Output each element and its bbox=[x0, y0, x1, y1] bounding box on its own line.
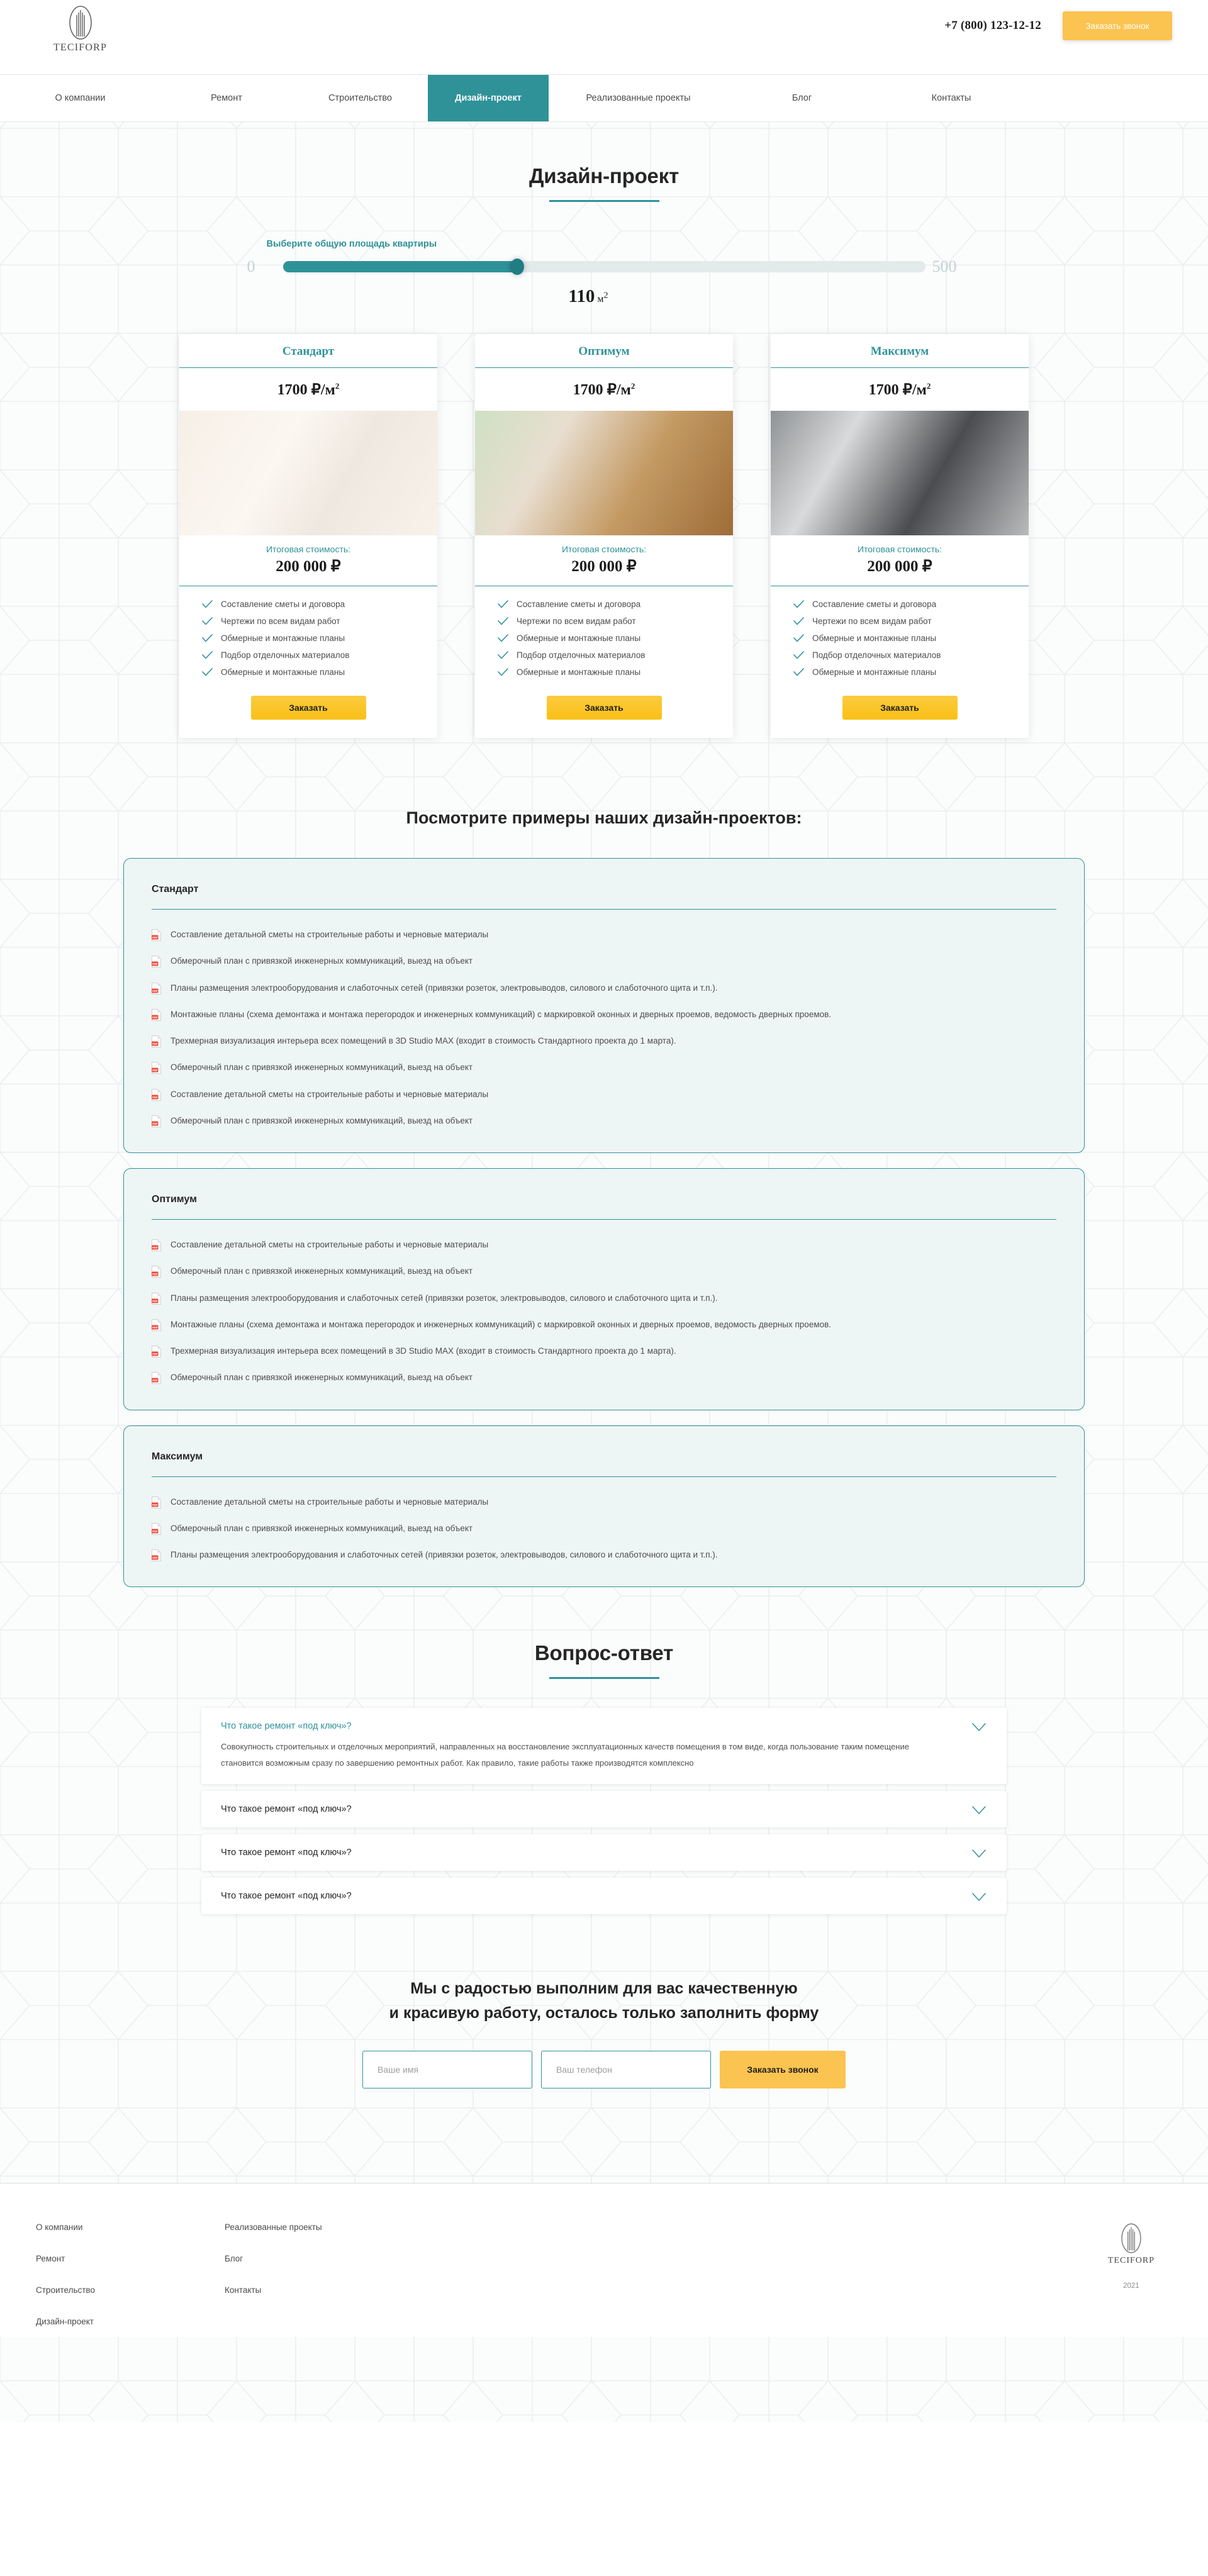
footer-brand bbox=[1108, 2222, 1172, 2337]
svg-text:PDF: PDF bbox=[152, 1325, 158, 1329]
example-item-label: Планы размещения электрооборудования и слаботочных сетей (привязки розеток, электровыводов, силового и слаботочного щита и т.п.). bbox=[171, 1550, 718, 1559]
chevron-down-icon[interactable] bbox=[972, 1723, 986, 1731]
card-rate-sup: 2 bbox=[630, 381, 635, 391]
check-icon bbox=[202, 668, 213, 676]
faq-answer: Совокупность строительных и отделочных мероприятий, направленных на восстановление эксплуатационных качеств помещения в том виде, когда пользование таким помещение становится возможным сразу по завершению ремонтных работ. Как правило, такие работы также производятся комплексно bbox=[221, 1742, 909, 1768]
nav-item-6[interactable]: Контакты bbox=[931, 93, 971, 103]
feature-label: Обмерные и монтажные планы bbox=[221, 667, 345, 677]
feature-label: Составление сметы и договора bbox=[812, 599, 937, 609]
example-item[interactable] bbox=[152, 1371, 1056, 1384]
feature-row bbox=[793, 667, 1029, 677]
feature-label: Обмерные и монтажные планы bbox=[221, 633, 345, 643]
feature-row bbox=[498, 667, 733, 677]
example-item-label: Составление детальной сметы на строительные работы и черновые материалы bbox=[171, 1497, 489, 1507]
pdf-file-icon bbox=[152, 1319, 161, 1331]
cta-section bbox=[0, 1921, 1208, 2089]
cta-title bbox=[0, 1977, 1208, 2026]
cta-title-line2: и красивую работу, осталось только заполнить форму bbox=[389, 2004, 819, 2022]
feature-row bbox=[498, 633, 733, 643]
check-icon bbox=[202, 634, 213, 642]
card-feature-list bbox=[771, 586, 1029, 677]
example-item-label: Обмерочный план с привязкой инженерных коммуникаций, выезд на объект bbox=[171, 1115, 473, 1125]
feature-row bbox=[498, 616, 733, 626]
example-item[interactable] bbox=[152, 1549, 1056, 1561]
pdf-file-icon bbox=[152, 956, 161, 967]
feature-label: Составление сметы и договора bbox=[517, 599, 641, 609]
footer-link[interactable]: Ремонт bbox=[36, 2254, 65, 2264]
footer-logo-wordmark: TECIFORP bbox=[1107, 2256, 1155, 2266]
card-rate-text: 1700 ₽/м bbox=[573, 382, 631, 398]
feature-row bbox=[498, 650, 733, 660]
nav-item-4[interactable]: Реализованные проекты bbox=[586, 93, 691, 103]
example-item[interactable] bbox=[152, 1319, 1056, 1331]
svg-text:PDF: PDF bbox=[152, 1122, 158, 1125]
svg-text:PDF: PDF bbox=[152, 1015, 158, 1019]
feature-row bbox=[498, 599, 733, 609]
card-total-value: 200 000 ₽ bbox=[571, 558, 637, 575]
slider-handle[interactable] bbox=[510, 259, 524, 275]
example-block-divider bbox=[152, 909, 1056, 910]
faq-question-row[interactable] bbox=[221, 1721, 986, 1731]
pdf-file-icon bbox=[152, 1372, 161, 1384]
example-item-label: Составление детальной сметы на строительные работы и черновые материалы bbox=[171, 930, 489, 939]
example-item-label: Составление детальной сметы на строительные работы и черновые материалы bbox=[171, 1089, 489, 1099]
feature-label: Обмерные и монтажные планы bbox=[517, 667, 641, 677]
card-total-label: Итоговая стоимость: bbox=[561, 544, 647, 554]
faq-title-text: Вопрос-ответ bbox=[534, 1641, 674, 1665]
example-item[interactable] bbox=[152, 1008, 1056, 1021]
footer-link[interactable]: Контакты bbox=[225, 2285, 262, 2295]
check-icon bbox=[793, 651, 804, 659]
example-item[interactable] bbox=[152, 1239, 1056, 1251]
faq-question-row[interactable] bbox=[221, 1848, 986, 1858]
header-contact-area bbox=[944, 0, 1208, 40]
pdf-file-icon bbox=[152, 983, 161, 995]
feature-label: Чертежи по всем видам работ bbox=[517, 616, 636, 626]
feature-label: Составление сметы и договора bbox=[221, 599, 345, 609]
example-item-label: Трехмерная визуализация интерьера всех помещений в 3D Studio MAX (входит в стоимость Стандартного проекта до 1 марта). bbox=[171, 1346, 676, 1356]
example-item[interactable] bbox=[152, 1265, 1056, 1278]
building-logo-icon bbox=[1117, 2222, 1145, 2255]
card-order-button[interactable]: Заказать bbox=[842, 696, 958, 720]
example-item[interactable] bbox=[152, 1115, 1056, 1127]
card-total bbox=[475, 535, 733, 586]
check-icon bbox=[793, 600, 804, 608]
example-item[interactable] bbox=[152, 982, 1056, 995]
footer-year: 2021 bbox=[1123, 2282, 1139, 2290]
nav-item-1[interactable]: Ремонт bbox=[211, 93, 242, 103]
faq-item[interactable] bbox=[201, 1878, 1007, 1914]
example-block bbox=[123, 1425, 1085, 1588]
faq-title bbox=[0, 1641, 1208, 1679]
feature-label: Обмерные и монтажные планы bbox=[812, 667, 937, 677]
feature-row bbox=[793, 650, 1029, 660]
example-item[interactable] bbox=[152, 1496, 1056, 1508]
example-block-divider bbox=[152, 1219, 1056, 1220]
footer-link[interactable]: О компании bbox=[36, 2222, 83, 2233]
svg-text:PDF: PDF bbox=[152, 1042, 158, 1045]
faq-question: Что такое ремонт «под ключ»? bbox=[221, 1890, 352, 1901]
logo-wordmark: TECIFORP bbox=[53, 42, 108, 53]
faq-title-underline bbox=[549, 1677, 659, 1679]
pdf-file-icon bbox=[152, 929, 161, 941]
example-item[interactable] bbox=[152, 1345, 1056, 1358]
card-rate-sup: 2 bbox=[926, 381, 931, 391]
footer-link[interactable]: Строительство bbox=[36, 2285, 95, 2295]
example-item[interactable] bbox=[152, 928, 1056, 941]
faq-question: Что такое ремонт «под ключ»? bbox=[221, 1721, 352, 1732]
example-item-label: Трехмерная визуализация интерьера всех помещений в 3D Studio MAX (входит в стоимость Стандартного проекта до 1 марта). bbox=[171, 1036, 676, 1045]
check-icon bbox=[202, 651, 213, 659]
feature-label: Обмерные и монтажные планы bbox=[812, 633, 937, 643]
faq-question-row[interactable] bbox=[221, 1891, 986, 1901]
pdf-file-icon bbox=[152, 1293, 161, 1305]
footer-column-1 bbox=[36, 2222, 225, 2337]
site-footer bbox=[0, 2183, 1208, 2337]
slider-value-display bbox=[216, 286, 961, 307]
example-block-title: Оптимум bbox=[152, 1194, 197, 1205]
pdf-file-icon bbox=[152, 1346, 161, 1358]
check-icon bbox=[498, 617, 508, 625]
example-item-label: Монтажные планы (схема демонтажа и монтажа перегородок и инженерных коммуникаций) с маркировкой оконных и дверных проемов, ведомость дверных проемов. bbox=[171, 1009, 832, 1019]
feature-row bbox=[202, 667, 437, 677]
card-total-label: Итоговая стоимость: bbox=[857, 544, 942, 554]
faq-question: Что такое ремонт «под ключ»? bbox=[221, 1804, 352, 1814]
page-title-text: Дизайн-проект bbox=[528, 164, 679, 187]
pdf-file-icon bbox=[152, 1089, 161, 1101]
faq-question-row[interactable] bbox=[221, 1804, 986, 1814]
example-block-title: Максимум bbox=[152, 1451, 203, 1462]
main-navigation bbox=[0, 74, 1208, 122]
pdf-file-icon bbox=[152, 1523, 161, 1535]
card-interior-photo bbox=[771, 411, 1029, 535]
faq-question: Что такое ремонт «под ключ»? bbox=[221, 1847, 352, 1858]
slider-label: Выберите общую площадь квартиры bbox=[266, 239, 437, 249]
example-item-label: Обмерочный план с привязкой инженерных коммуникаций, выезд на объект bbox=[171, 1373, 473, 1383]
example-item[interactable] bbox=[152, 955, 1056, 967]
example-item-label: Обмерочный план с привязкой инженерных коммуникаций, выезд на объект bbox=[171, 1062, 473, 1073]
footer-link[interactable]: Дизайн-проект bbox=[36, 2317, 94, 2327]
slider-min-label: 0 bbox=[247, 257, 255, 276]
example-item-label: Обмерочный план с привязкой инженерных коммуникаций, выезд на объект bbox=[171, 1523, 473, 1533]
pdf-file-icon bbox=[152, 1239, 161, 1251]
header-logo[interactable] bbox=[0, 0, 126, 53]
nav-item-0[interactable]: О компании bbox=[55, 93, 106, 103]
area-slider[interactable] bbox=[283, 261, 926, 272]
card-rate-text: 1700 ₽/м bbox=[277, 382, 335, 398]
chevron-down-icon[interactable] bbox=[972, 1893, 986, 1901]
card-header bbox=[771, 334, 1029, 368]
svg-text:PDF: PDF bbox=[152, 1069, 158, 1073]
card-order-button[interactable]: Заказать bbox=[251, 696, 366, 720]
card-header bbox=[179, 334, 437, 368]
callback-form bbox=[318, 2051, 890, 2088]
pricing-card[interactable] bbox=[771, 334, 1029, 738]
chevron-down-icon[interactable] bbox=[972, 1806, 986, 1814]
card-rate bbox=[771, 368, 1029, 411]
faq-list bbox=[201, 1708, 1007, 1914]
svg-text:PDF: PDF bbox=[152, 1299, 158, 1303]
order-call-button[interactable]: Заказать звонок bbox=[1063, 11, 1172, 40]
example-item-label: Планы размещения электрооборудования и слаботочных сетей (привязки розеток, электровыводов, силового и слаботочного щита и т.п.). bbox=[171, 983, 718, 993]
examples-section bbox=[0, 738, 1208, 1587]
examples-title: Посмотрите примеры наших дизайн-проектов: bbox=[406, 808, 802, 827]
faq-section bbox=[0, 1587, 1208, 1914]
pdf-file-icon bbox=[152, 1115, 161, 1127]
faq-item[interactable] bbox=[201, 1708, 1007, 1784]
slider-value-unit-sup: 2 bbox=[603, 291, 608, 301]
svg-text:PDF: PDF bbox=[152, 1273, 158, 1276]
faq-item[interactable] bbox=[201, 1791, 1007, 1827]
example-item[interactable] bbox=[152, 1522, 1056, 1535]
card-total bbox=[771, 535, 1029, 586]
card-plan-name: Стандарт bbox=[282, 345, 335, 358]
faq-item[interactable] bbox=[201, 1834, 1007, 1871]
slider-row bbox=[247, 257, 961, 276]
building-logo-icon bbox=[65, 5, 96, 42]
footer-link[interactable]: Реализованные проекты bbox=[225, 2222, 322, 2233]
svg-text:PDF: PDF bbox=[152, 1503, 158, 1507]
feature-label: Подбор отделочных материалов bbox=[221, 650, 350, 660]
card-order-button[interactable]: Заказать bbox=[547, 696, 662, 720]
nav-item-2[interactable]: Строительство bbox=[328, 93, 392, 103]
feature-row bbox=[202, 616, 437, 626]
feature-row bbox=[202, 599, 437, 609]
card-plan-name: Оптимум bbox=[578, 345, 630, 358]
pricing-card[interactable] bbox=[179, 334, 437, 738]
site-header bbox=[0, 0, 1208, 74]
feature-row bbox=[793, 633, 1029, 643]
nav-item-5[interactable]: Блог bbox=[791, 93, 812, 103]
card-total-label: Итоговая стоимость: bbox=[266, 544, 351, 554]
example-item[interactable] bbox=[152, 1035, 1056, 1047]
pricing-card[interactable] bbox=[475, 334, 733, 738]
slider-value-unit: м bbox=[597, 294, 604, 304]
example-item-label: Планы размещения электрооборудования и слаботочных сетей (привязки розеток, электровыводов, силового и слаботочного щита и т.п.). bbox=[171, 1293, 718, 1303]
card-rate-text: 1700 ₽/м bbox=[868, 382, 927, 398]
check-icon bbox=[202, 600, 213, 608]
slider-max-label: 500 bbox=[932, 257, 957, 276]
card-interior-photo bbox=[179, 411, 437, 535]
svg-text:PDF: PDF bbox=[152, 935, 158, 939]
nav-item-3[interactable]: Дизайн-проект bbox=[428, 75, 549, 121]
card-total-value: 200 000 ₽ bbox=[867, 558, 932, 575]
header-phone[interactable]: +7 (800) 123-12-12 bbox=[944, 19, 1041, 32]
feature-row bbox=[202, 633, 437, 643]
check-icon bbox=[498, 668, 508, 676]
pdf-file-icon bbox=[152, 1035, 161, 1047]
check-icon bbox=[793, 634, 804, 642]
check-icon bbox=[498, 600, 508, 608]
examples-blocks bbox=[0, 858, 1208, 1587]
card-rate bbox=[475, 368, 733, 411]
hero-section bbox=[0, 122, 1208, 307]
check-icon bbox=[793, 668, 804, 676]
example-block bbox=[123, 1168, 1085, 1410]
card-interior-photo bbox=[475, 411, 733, 535]
example-block-divider bbox=[152, 1476, 1056, 1477]
card-rate-sup: 2 bbox=[335, 381, 340, 391]
example-item-label: Составление детальной сметы на строительные работы и черновые материалы bbox=[171, 1240, 489, 1249]
svg-text:PDF: PDF bbox=[152, 1246, 158, 1249]
pdf-file-icon bbox=[152, 1549, 161, 1561]
pdf-file-icon bbox=[152, 1009, 161, 1021]
feature-label: Подбор отделочных материалов bbox=[517, 650, 646, 660]
page-title bbox=[0, 164, 1208, 202]
pdf-file-icon bbox=[152, 1062, 161, 1074]
slider-value-number: 110 bbox=[568, 286, 595, 306]
footer-column-2 bbox=[225, 2222, 413, 2337]
pdf-file-icon bbox=[152, 1266, 161, 1278]
card-plan-name: Максимум bbox=[870, 345, 929, 358]
name-input[interactable] bbox=[362, 2051, 532, 2088]
feature-label: Чертежи по всем видам работ bbox=[812, 616, 932, 626]
svg-text:PDF: PDF bbox=[152, 989, 158, 993]
card-feature-list bbox=[179, 586, 437, 677]
pdf-file-icon bbox=[152, 1497, 161, 1508]
svg-text:PDF: PDF bbox=[152, 1379, 158, 1383]
phone-input[interactable] bbox=[541, 2051, 711, 2088]
feature-row bbox=[202, 650, 437, 660]
check-icon bbox=[498, 651, 508, 659]
svg-text:PDF: PDF bbox=[152, 962, 158, 966]
example-item[interactable] bbox=[152, 1088, 1056, 1101]
feature-label: Подбор отделочных материалов bbox=[812, 650, 941, 660]
check-icon bbox=[498, 634, 508, 642]
feature-row bbox=[793, 599, 1029, 609]
check-icon bbox=[202, 617, 213, 625]
card-rate bbox=[179, 368, 437, 411]
slider-fill bbox=[283, 261, 518, 272]
chevron-down-icon[interactable] bbox=[972, 1849, 986, 1858]
svg-text:PDF: PDF bbox=[152, 1556, 158, 1559]
example-block bbox=[123, 858, 1085, 1153]
card-feature-list bbox=[475, 586, 733, 677]
example-item-label: Обмерочный план с привязкой инженерных коммуникаций, выезд на объект bbox=[171, 1266, 473, 1276]
example-item[interactable] bbox=[152, 1292, 1056, 1305]
feature-label: Чертежи по всем видам работ bbox=[221, 616, 340, 626]
svg-text:PDF: PDF bbox=[152, 1529, 158, 1533]
card-total-value: 200 000 ₽ bbox=[276, 558, 341, 575]
svg-text:PDF: PDF bbox=[152, 1095, 158, 1099]
svg-text:PDF: PDF bbox=[152, 1352, 158, 1356]
card-total bbox=[179, 535, 437, 586]
pricing-cards bbox=[179, 334, 1029, 738]
cta-title-line1: Мы с радостью выполним для вас качественную bbox=[410, 1979, 798, 1997]
feature-label: Обмерные и монтажные планы bbox=[517, 633, 641, 643]
card-header bbox=[475, 334, 733, 368]
example-item[interactable] bbox=[152, 1061, 1056, 1074]
feature-row bbox=[793, 616, 1029, 626]
example-item-label: Монтажные планы (схема демонтажа и монтажа перегородок и инженерных коммуникаций) с маркировкой оконных и дверных проемов, ведомость дверных проемов. bbox=[171, 1319, 832, 1329]
footer-link[interactable]: Блог bbox=[225, 2254, 243, 2264]
area-slider-zone bbox=[247, 202, 961, 307]
example-block-title: Стандарт bbox=[152, 884, 199, 895]
check-icon bbox=[793, 617, 804, 625]
cta-submit-button[interactable]: Заказать звонок bbox=[720, 2051, 846, 2088]
example-item-label: Обмерочный план с привязкой инженерных коммуникаций, выезд на объект bbox=[171, 956, 473, 966]
